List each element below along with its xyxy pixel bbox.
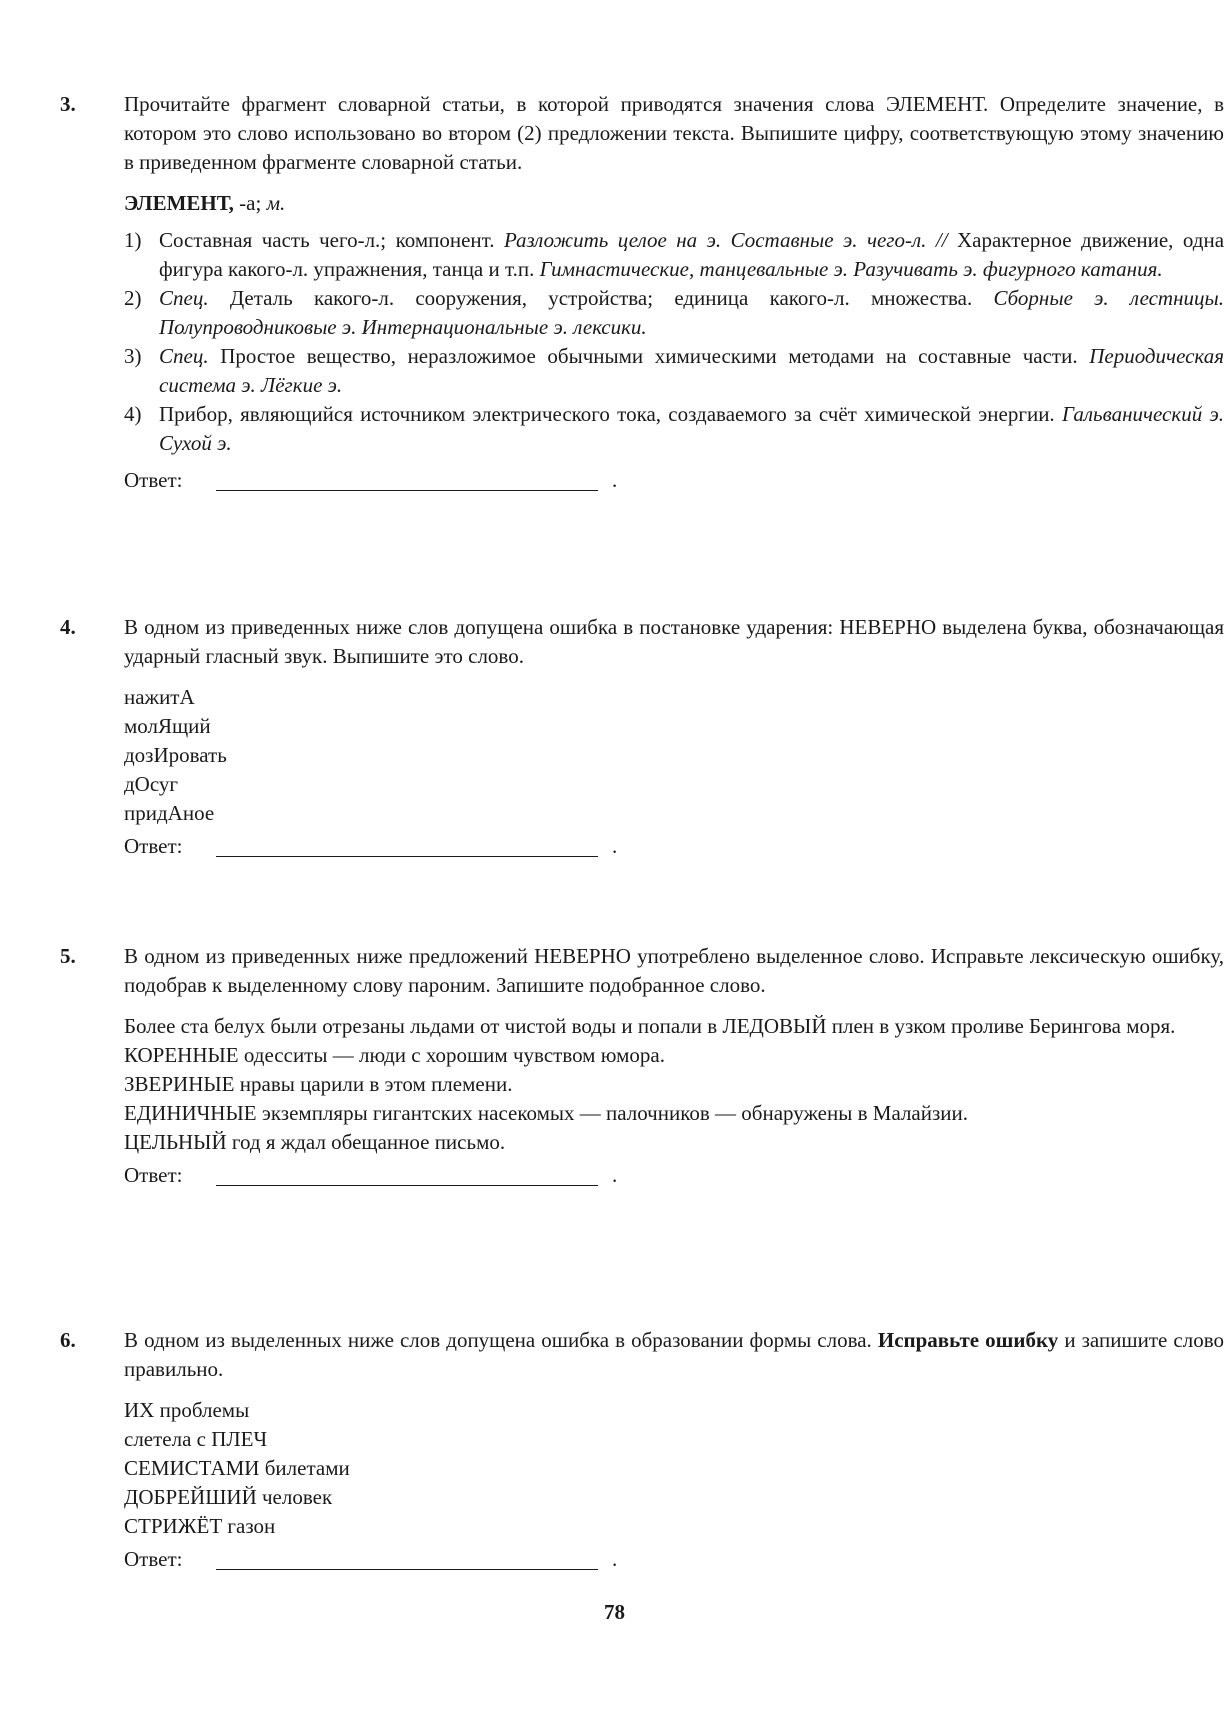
answer-label: Ответ: bbox=[124, 1547, 183, 1571]
list-item: дОсуг bbox=[124, 772, 179, 796]
list-item: дозИровать bbox=[124, 743, 227, 767]
phrase-list bbox=[124, 1396, 1224, 1541]
definition-list bbox=[124, 226, 1224, 458]
list-item: СЕМИСТАМИ билетами bbox=[124, 1456, 350, 1480]
list-item: ИХ проблемы bbox=[124, 1398, 250, 1422]
answer-field[interactable]: Ответ: . bbox=[124, 832, 1224, 864]
list-item: ЕДИНИЧНЫЕ экземпляры гигантских насекомых — палочников — обнаружены в Малайзии. bbox=[124, 1101, 969, 1125]
answer-label: Ответ: bbox=[124, 468, 183, 492]
task-number: 3. bbox=[60, 92, 76, 116]
answer-blank[interactable] bbox=[216, 1569, 598, 1570]
list-item: нажитА bbox=[124, 685, 195, 709]
gender-note: м. bbox=[266, 191, 286, 215]
answer-blank[interactable] bbox=[216, 856, 598, 857]
definition-4: 4) Прибор, являющийся источником электрического тока, создаваемого за счёт химической энергии. Гальванический э. Сухой э. bbox=[124, 402, 1224, 455]
list-item: слетела с ПЛЕЧ bbox=[124, 1427, 268, 1451]
list-item: ДОБРЕЙШИЙ человек bbox=[124, 1485, 333, 1509]
instruction-bold: Исправьте ошибку bbox=[877, 1328, 1059, 1352]
task-body bbox=[124, 1326, 1224, 1577]
answer-blank[interactable] bbox=[216, 490, 598, 491]
list-item: Более ста белух были отрезаны льдами от чистой воды и попали в ЛЕДОВЫЙ плен в узком проливе Берингова моря. bbox=[124, 1014, 1176, 1038]
list-item: КОРЕННЫЕ одесситы — люди с хорошим чувством юмора. bbox=[124, 1043, 665, 1067]
answer-field[interactable]: Ответ: . bbox=[124, 1161, 1224, 1193]
task-number: 5. bbox=[60, 944, 76, 968]
page-number: 78 bbox=[604, 1600, 625, 1624]
answer-field[interactable]: Ответ: . bbox=[124, 1545, 1224, 1577]
answer-label: Ответ: bbox=[124, 1163, 183, 1187]
dictionary-headword bbox=[124, 189, 1224, 218]
sentence-list bbox=[124, 1012, 1224, 1157]
task-body bbox=[124, 942, 1224, 1193]
task-number: 6. bbox=[60, 1328, 76, 1352]
answer-blank[interactable] bbox=[216, 1185, 598, 1186]
list-item: ЦЕЛЬНЫЙ год я ждал обещанное письмо. bbox=[124, 1130, 506, 1154]
task-body bbox=[124, 613, 1224, 864]
task-body bbox=[124, 90, 1224, 498]
list-item: придАное bbox=[124, 801, 215, 825]
task-intro: Прочитайте фрагмент словарной статьи, в которой приводятся значения слова ЭЛЕМЕНТ. Определите значение, в котором это слово использовано во втором (2) предложении текста. Выпишите цифру, соответствующую этому значению в приведенном фрагменте словарной статьи. bbox=[124, 92, 1224, 174]
task-intro: В одном из приведенных ниже слов допущена ошибка в постановке ударения: НЕВЕРНО выделена буква, обозначающая ударный гласный звук. Выпишите это слово. bbox=[124, 615, 1224, 668]
list-item: молЯщий bbox=[124, 714, 211, 738]
headword: ЭЛЕМЕНТ, bbox=[124, 191, 234, 215]
task-number: 4. bbox=[60, 615, 76, 639]
grammar-note: -а; bbox=[233, 191, 267, 215]
answer-label: Ответ: bbox=[124, 834, 183, 858]
task-intro: В одном из приведенных ниже предложений НЕВЕРНО употреблено выделенное слово. Исправьте лексическую ошибку, подобрав к выделенному слову пароним. Запишите подобранное слово. bbox=[124, 944, 1224, 997]
word-list bbox=[124, 683, 1224, 828]
definition-2: 2) Спец. Деталь какого-л. сооружения, устройства; единица какого-л. множества. Сборные э. лестницы. Полупроводниковые э. Интернациональные э. лексики. bbox=[124, 286, 1224, 339]
definition-1: 1) Составная часть чего-л.; компонент. Разложить целое на э. Составные э. чего-л. // Характерное движение, одна фигура какого-л. упражнения, танца и т.п. Гимнастические, танцевальные э. Разучивать э. фигурного катания. bbox=[124, 228, 1225, 281]
answer-field[interactable]: Ответ: . bbox=[124, 466, 1224, 498]
list-item: ЗВЕРИНЫЕ нравы царили в этом племени. bbox=[124, 1072, 513, 1096]
list-item: СТРИЖЁТ газон bbox=[124, 1514, 276, 1538]
task-intro: В одном из выделенных ниже слов допущена ошибка в образовании формы слова. Исправьте ошибку и запишите слово правильно. bbox=[124, 1328, 1224, 1381]
definition-3: 3) Спец. Простое вещество, неразложимое обычными химическими методами на составные части. Периодическая система э. Лёгкие э. bbox=[124, 344, 1224, 397]
